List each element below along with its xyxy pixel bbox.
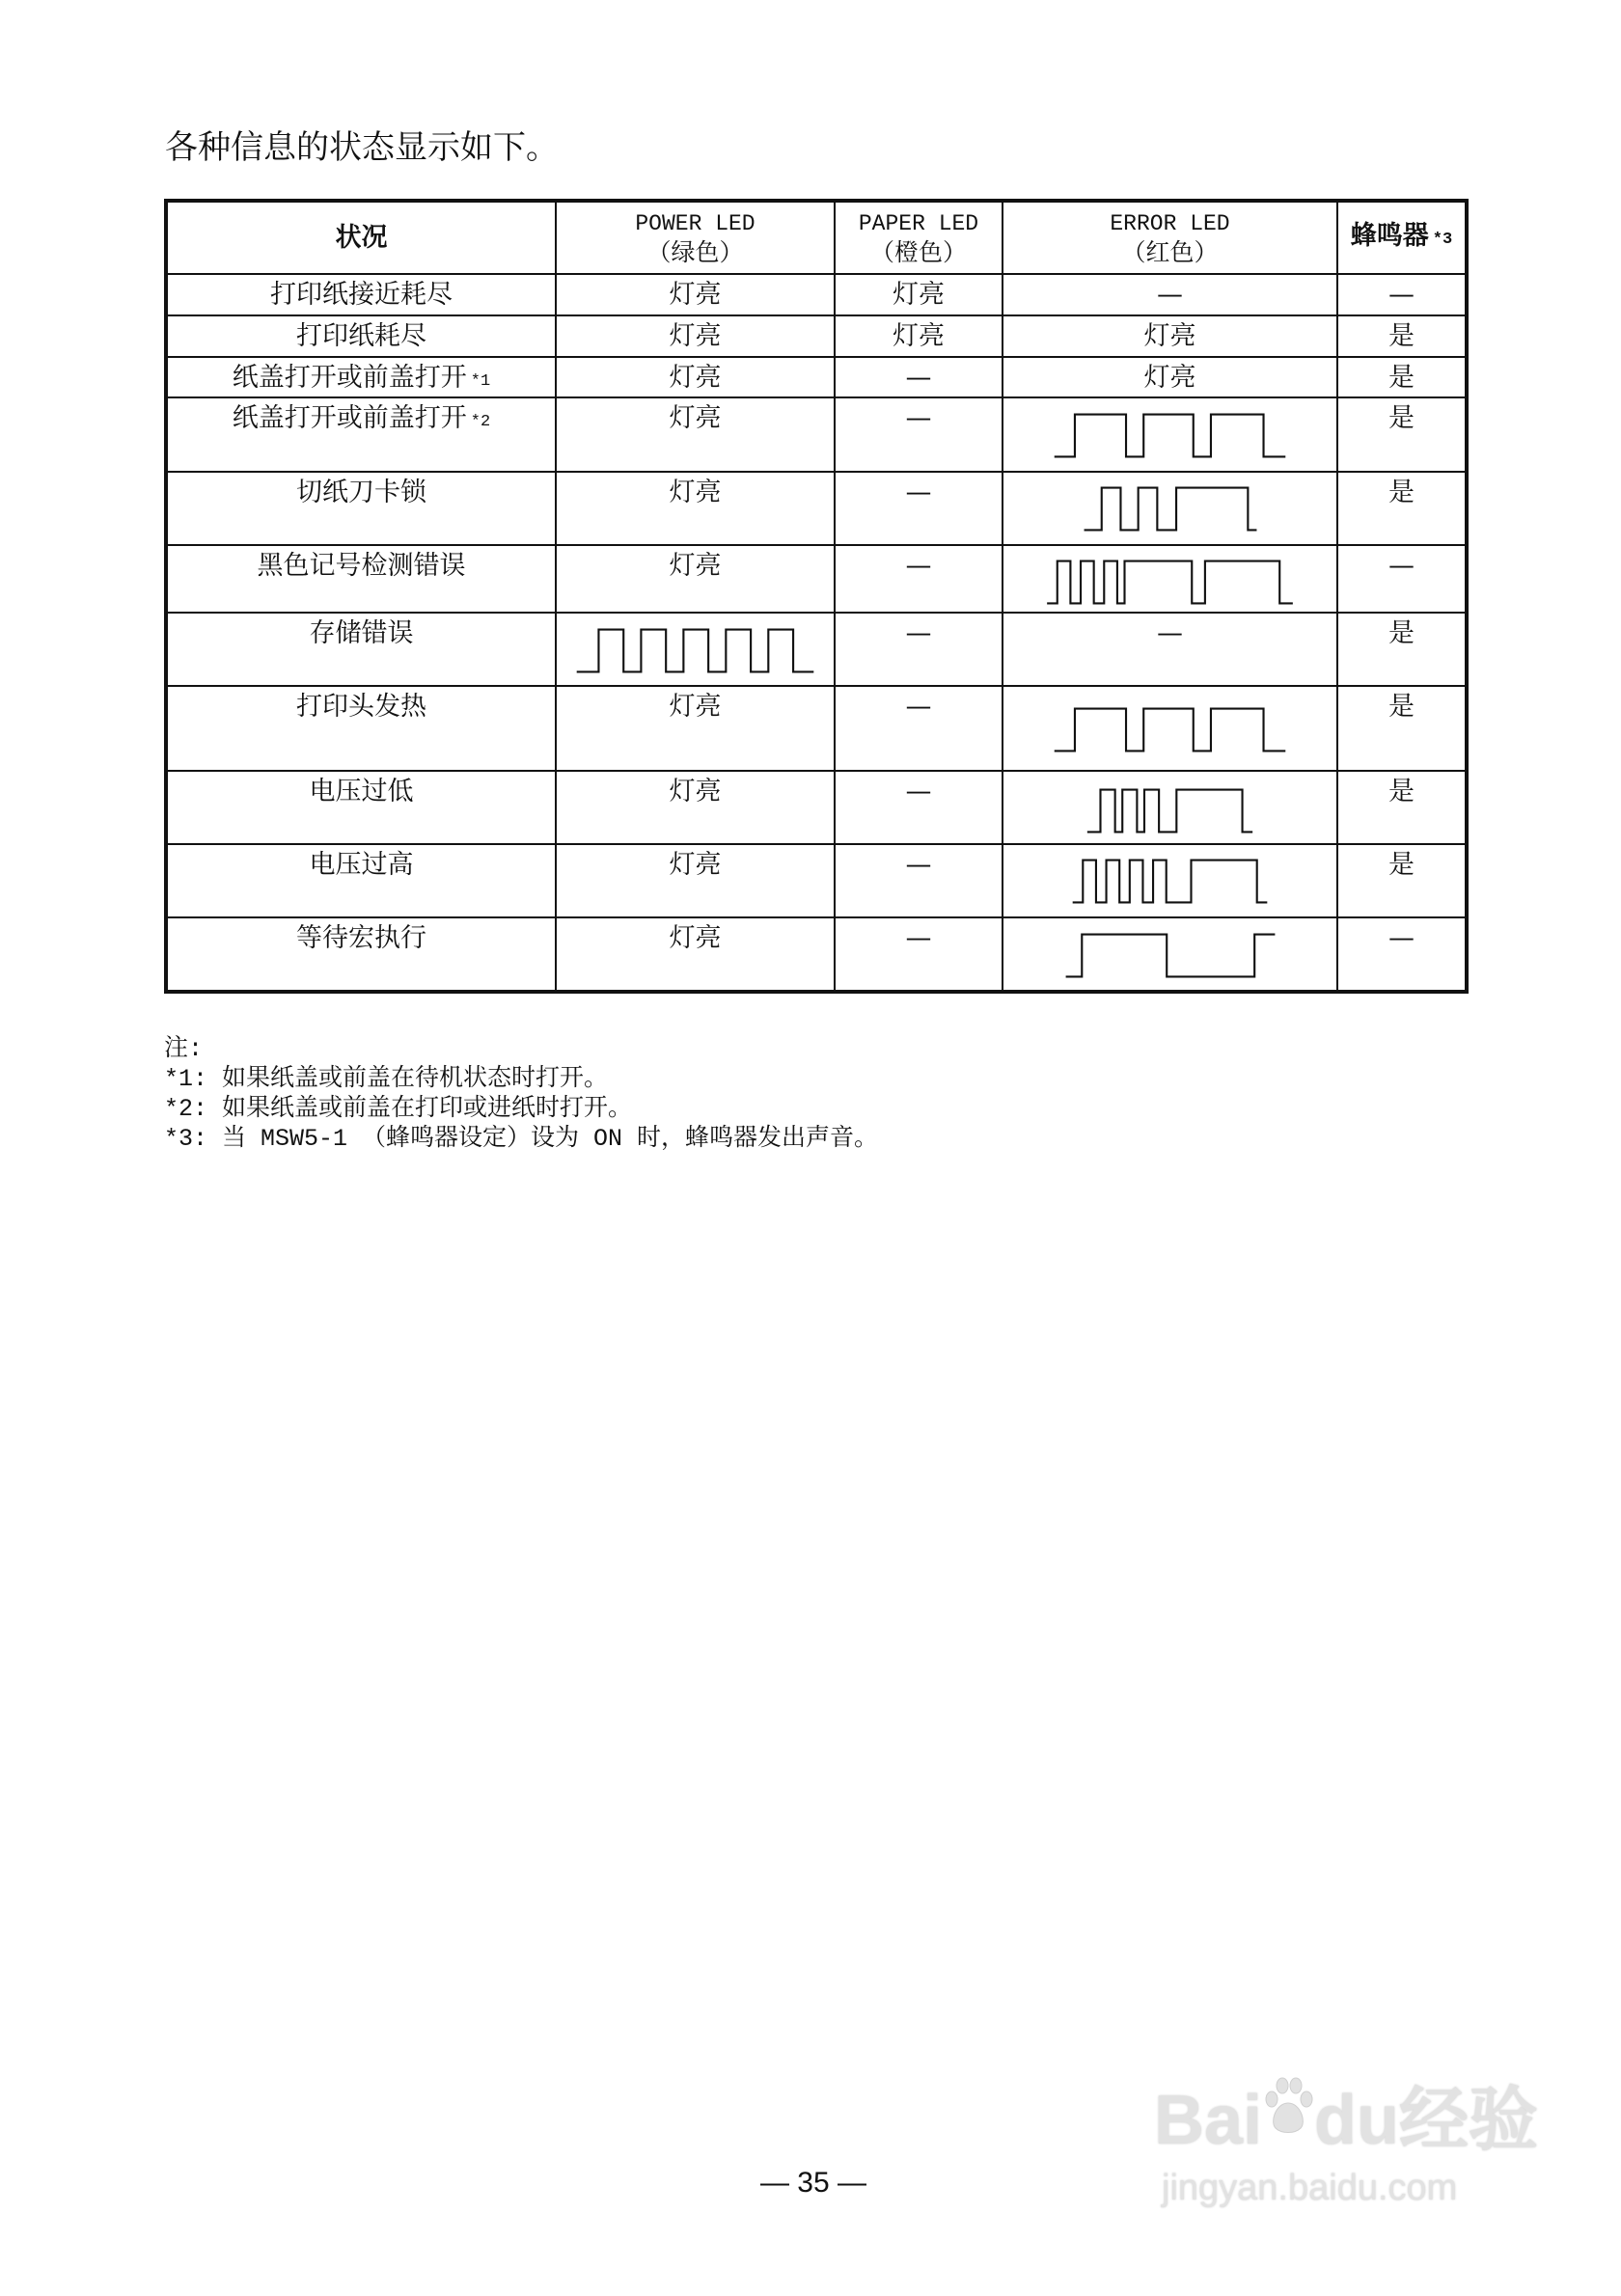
paper-led-value: — <box>905 618 932 648</box>
paper-led-cell <box>835 917 1003 992</box>
header-error-led-name: ERROR LED <box>1110 210 1230 236</box>
power-led-value: 灯亮 <box>669 777 722 806</box>
paper-led-cell <box>835 472 1003 545</box>
header-paper-led <box>835 201 1003 274</box>
status-label: 等待宏执行 <box>296 923 426 953</box>
paper-led-cell <box>835 397 1003 472</box>
power-led-value: 灯亮 <box>669 321 722 351</box>
power-led-cell <box>556 274 835 315</box>
error-led-blink-waveform <box>1072 859 1268 904</box>
error-led-cell <box>1003 917 1337 992</box>
header-buzzer-note: *3 <box>1432 230 1453 249</box>
footnote-item: *3: 当 MSW5-1 （蜂鸣器设定）设为 ON 时，蜂鸣器发出声音。 <box>164 1125 879 1153</box>
power-led-cell <box>556 917 835 992</box>
buzzer-cell <box>1337 545 1467 613</box>
buzzer-cell <box>1337 613 1467 686</box>
status-cell <box>166 274 556 315</box>
error-led-blink-waveform <box>1084 486 1257 532</box>
paper-led-value: — <box>905 692 932 722</box>
buzzer-value: 是 <box>1388 478 1415 507</box>
table-row <box>166 472 1467 545</box>
power-led-cell <box>556 771 835 844</box>
paper-led-value: — <box>905 777 932 806</box>
buzzer-cell <box>1337 917 1467 992</box>
paper-led-cell <box>835 274 1003 315</box>
header-error-led <box>1003 201 1337 274</box>
power-led-cell <box>556 686 835 771</box>
paper-led-value: 灯亮 <box>893 321 945 351</box>
paper-led-cell <box>835 613 1003 686</box>
header-buzzer-label: 蜂鸣器 <box>1350 220 1429 251</box>
paper-led-cell <box>835 686 1003 771</box>
footnote-item: *1: 如果纸盖或前盖在待机状态时打开。 <box>164 1065 609 1093</box>
error-led-value: — <box>1157 280 1183 310</box>
error-led-blink-waveform <box>1054 707 1286 752</box>
buzzer-cell <box>1337 357 1467 397</box>
header-paper-led-name: PAPER LED <box>858 210 979 236</box>
status-cell <box>166 545 556 613</box>
footnote-item: *2: 如果纸盖或前盖在打印或进纸时打开。 <box>164 1095 633 1123</box>
baidu-jingyan-watermark <box>1154 2074 1559 2209</box>
error-led-blink-waveform <box>1086 788 1253 834</box>
status-table <box>164 199 1469 994</box>
buzzer-value: 是 <box>1388 777 1415 806</box>
status-label: 纸盖打开或前盖打开 <box>232 403 467 433</box>
header-status-label: 状况 <box>335 222 388 253</box>
error-led-cell <box>1003 545 1337 613</box>
buzzer-cell <box>1337 274 1467 315</box>
paw-icon <box>1262 2074 1314 2142</box>
buzzer-value: 是 <box>1388 618 1415 648</box>
header-paper-led-color: （橙色） <box>869 237 967 266</box>
status-label: 黑色记号检测错误 <box>257 551 466 581</box>
paper-led-value: — <box>905 478 932 507</box>
power-led-cell <box>556 357 835 397</box>
table-row <box>166 917 1467 992</box>
error-led-value: 灯亮 <box>1143 321 1196 351</box>
paper-led-value: — <box>905 363 932 393</box>
paper-led-cell <box>835 844 1003 917</box>
status-footnote-mark: *1 <box>470 372 491 391</box>
buzzer-value: — <box>1388 551 1415 581</box>
header-power-led-name: POWER LED <box>635 210 756 236</box>
buzzer-cell <box>1337 397 1467 472</box>
power-led-value: 灯亮 <box>669 692 722 722</box>
error-led-value: — <box>1157 618 1183 648</box>
header-status <box>166 201 556 274</box>
error-led-blink-waveform <box>1054 413 1286 458</box>
power-led-cell <box>556 397 835 472</box>
power-led-blink-waveform <box>576 628 814 673</box>
paper-led-value: — <box>905 551 932 581</box>
buzzer-cell <box>1337 771 1467 844</box>
buzzer-value: 是 <box>1388 692 1415 722</box>
status-label: 切纸刀卡锁 <box>296 478 426 507</box>
paper-led-value: — <box>905 923 932 953</box>
error-led-cell <box>1003 274 1337 315</box>
status-cell <box>166 315 556 357</box>
power-led-value: 灯亮 <box>669 923 722 953</box>
status-label: 电压过低 <box>309 777 414 806</box>
error-led-cell <box>1003 397 1337 472</box>
status-footnote-mark: *2 <box>470 413 491 431</box>
table-row <box>166 397 1467 472</box>
intro-text: 各种信息的状态显示如下。 <box>165 128 559 167</box>
power-led-cell <box>556 844 835 917</box>
page-number: — 35 — <box>759 2167 867 2199</box>
table-row <box>166 315 1467 357</box>
error-led-cell <box>1003 686 1337 771</box>
table-row <box>166 844 1467 917</box>
error-led-cell <box>1003 844 1337 917</box>
table-row <box>166 274 1467 315</box>
buzzer-value: 是 <box>1388 363 1415 393</box>
footnotes <box>164 1034 878 1154</box>
power-led-cell <box>556 545 835 613</box>
header-power-led <box>556 201 835 274</box>
paper-led-value: 灯亮 <box>893 280 945 310</box>
buzzer-cell <box>1337 844 1467 917</box>
status-label: 存储错误 <box>309 618 414 648</box>
buzzer-value: 是 <box>1388 403 1415 433</box>
table-row <box>166 686 1467 771</box>
error-led-blink-waveform <box>1046 560 1294 605</box>
status-cell <box>166 357 556 397</box>
paper-led-cell <box>835 545 1003 613</box>
error-led-blink-waveform <box>1065 933 1276 978</box>
power-led-value: 灯亮 <box>669 551 722 581</box>
watermark-logo-left: Bai <box>1154 2082 1263 2159</box>
paper-led-cell <box>835 357 1003 397</box>
power-led-value: 灯亮 <box>669 850 722 880</box>
status-cell <box>166 472 556 545</box>
buzzer-cell <box>1337 472 1467 545</box>
buzzer-value: — <box>1388 280 1415 310</box>
table-row <box>166 771 1467 844</box>
status-label: 打印头发热 <box>296 692 426 722</box>
status-cell <box>166 613 556 686</box>
status-label: 电压过高 <box>309 850 414 880</box>
paper-led-cell <box>835 315 1003 357</box>
footnotes-heading: 注: <box>164 1035 204 1063</box>
status-cell <box>166 397 556 472</box>
table-row <box>166 357 1467 397</box>
error-led-cell <box>1003 315 1337 357</box>
error-led-cell <box>1003 771 1337 844</box>
watermark-logo <box>1154 2074 1559 2167</box>
status-cell <box>166 686 556 771</box>
header-buzzer <box>1337 201 1467 274</box>
buzzer-value: 是 <box>1388 850 1415 880</box>
power-led-value: 灯亮 <box>669 363 722 393</box>
status-label: 打印纸耗尽 <box>296 321 426 351</box>
power-led-value: 灯亮 <box>669 280 722 310</box>
power-led-cell <box>556 315 835 357</box>
table-row <box>166 613 1467 686</box>
table-header-row <box>166 201 1467 274</box>
status-cell <box>166 844 556 917</box>
error-led-value: 灯亮 <box>1143 363 1196 393</box>
status-label: 打印纸接近耗尽 <box>270 280 453 310</box>
watermark-logo-cn: 经验 <box>1399 2082 1539 2159</box>
error-led-cell <box>1003 613 1337 686</box>
buzzer-value: — <box>1388 923 1415 953</box>
paper-led-cell <box>835 771 1003 844</box>
paper-led-value: — <box>905 403 932 433</box>
header-power-led-color: （绿色） <box>646 237 744 266</box>
watermark-logo-right: du <box>1314 2082 1400 2159</box>
status-cell <box>166 917 556 992</box>
header-error-led-color: （红色） <box>1121 237 1219 266</box>
paper-led-value: — <box>905 850 932 880</box>
power-led-value: 灯亮 <box>669 403 722 433</box>
status-label: 纸盖打开或前盖打开 <box>232 363 467 393</box>
power-led-value: 灯亮 <box>669 478 722 507</box>
buzzer-cell <box>1337 686 1467 771</box>
power-led-cell <box>556 472 835 545</box>
buzzer-value: 是 <box>1388 321 1415 351</box>
table-row <box>166 545 1467 613</box>
error-led-cell <box>1003 472 1337 545</box>
error-led-cell <box>1003 357 1337 397</box>
buzzer-cell <box>1337 315 1467 357</box>
power-led-cell <box>556 613 835 686</box>
status-cell <box>166 771 556 844</box>
watermark-url: jingyan.baidu.com <box>1162 2168 1458 2208</box>
